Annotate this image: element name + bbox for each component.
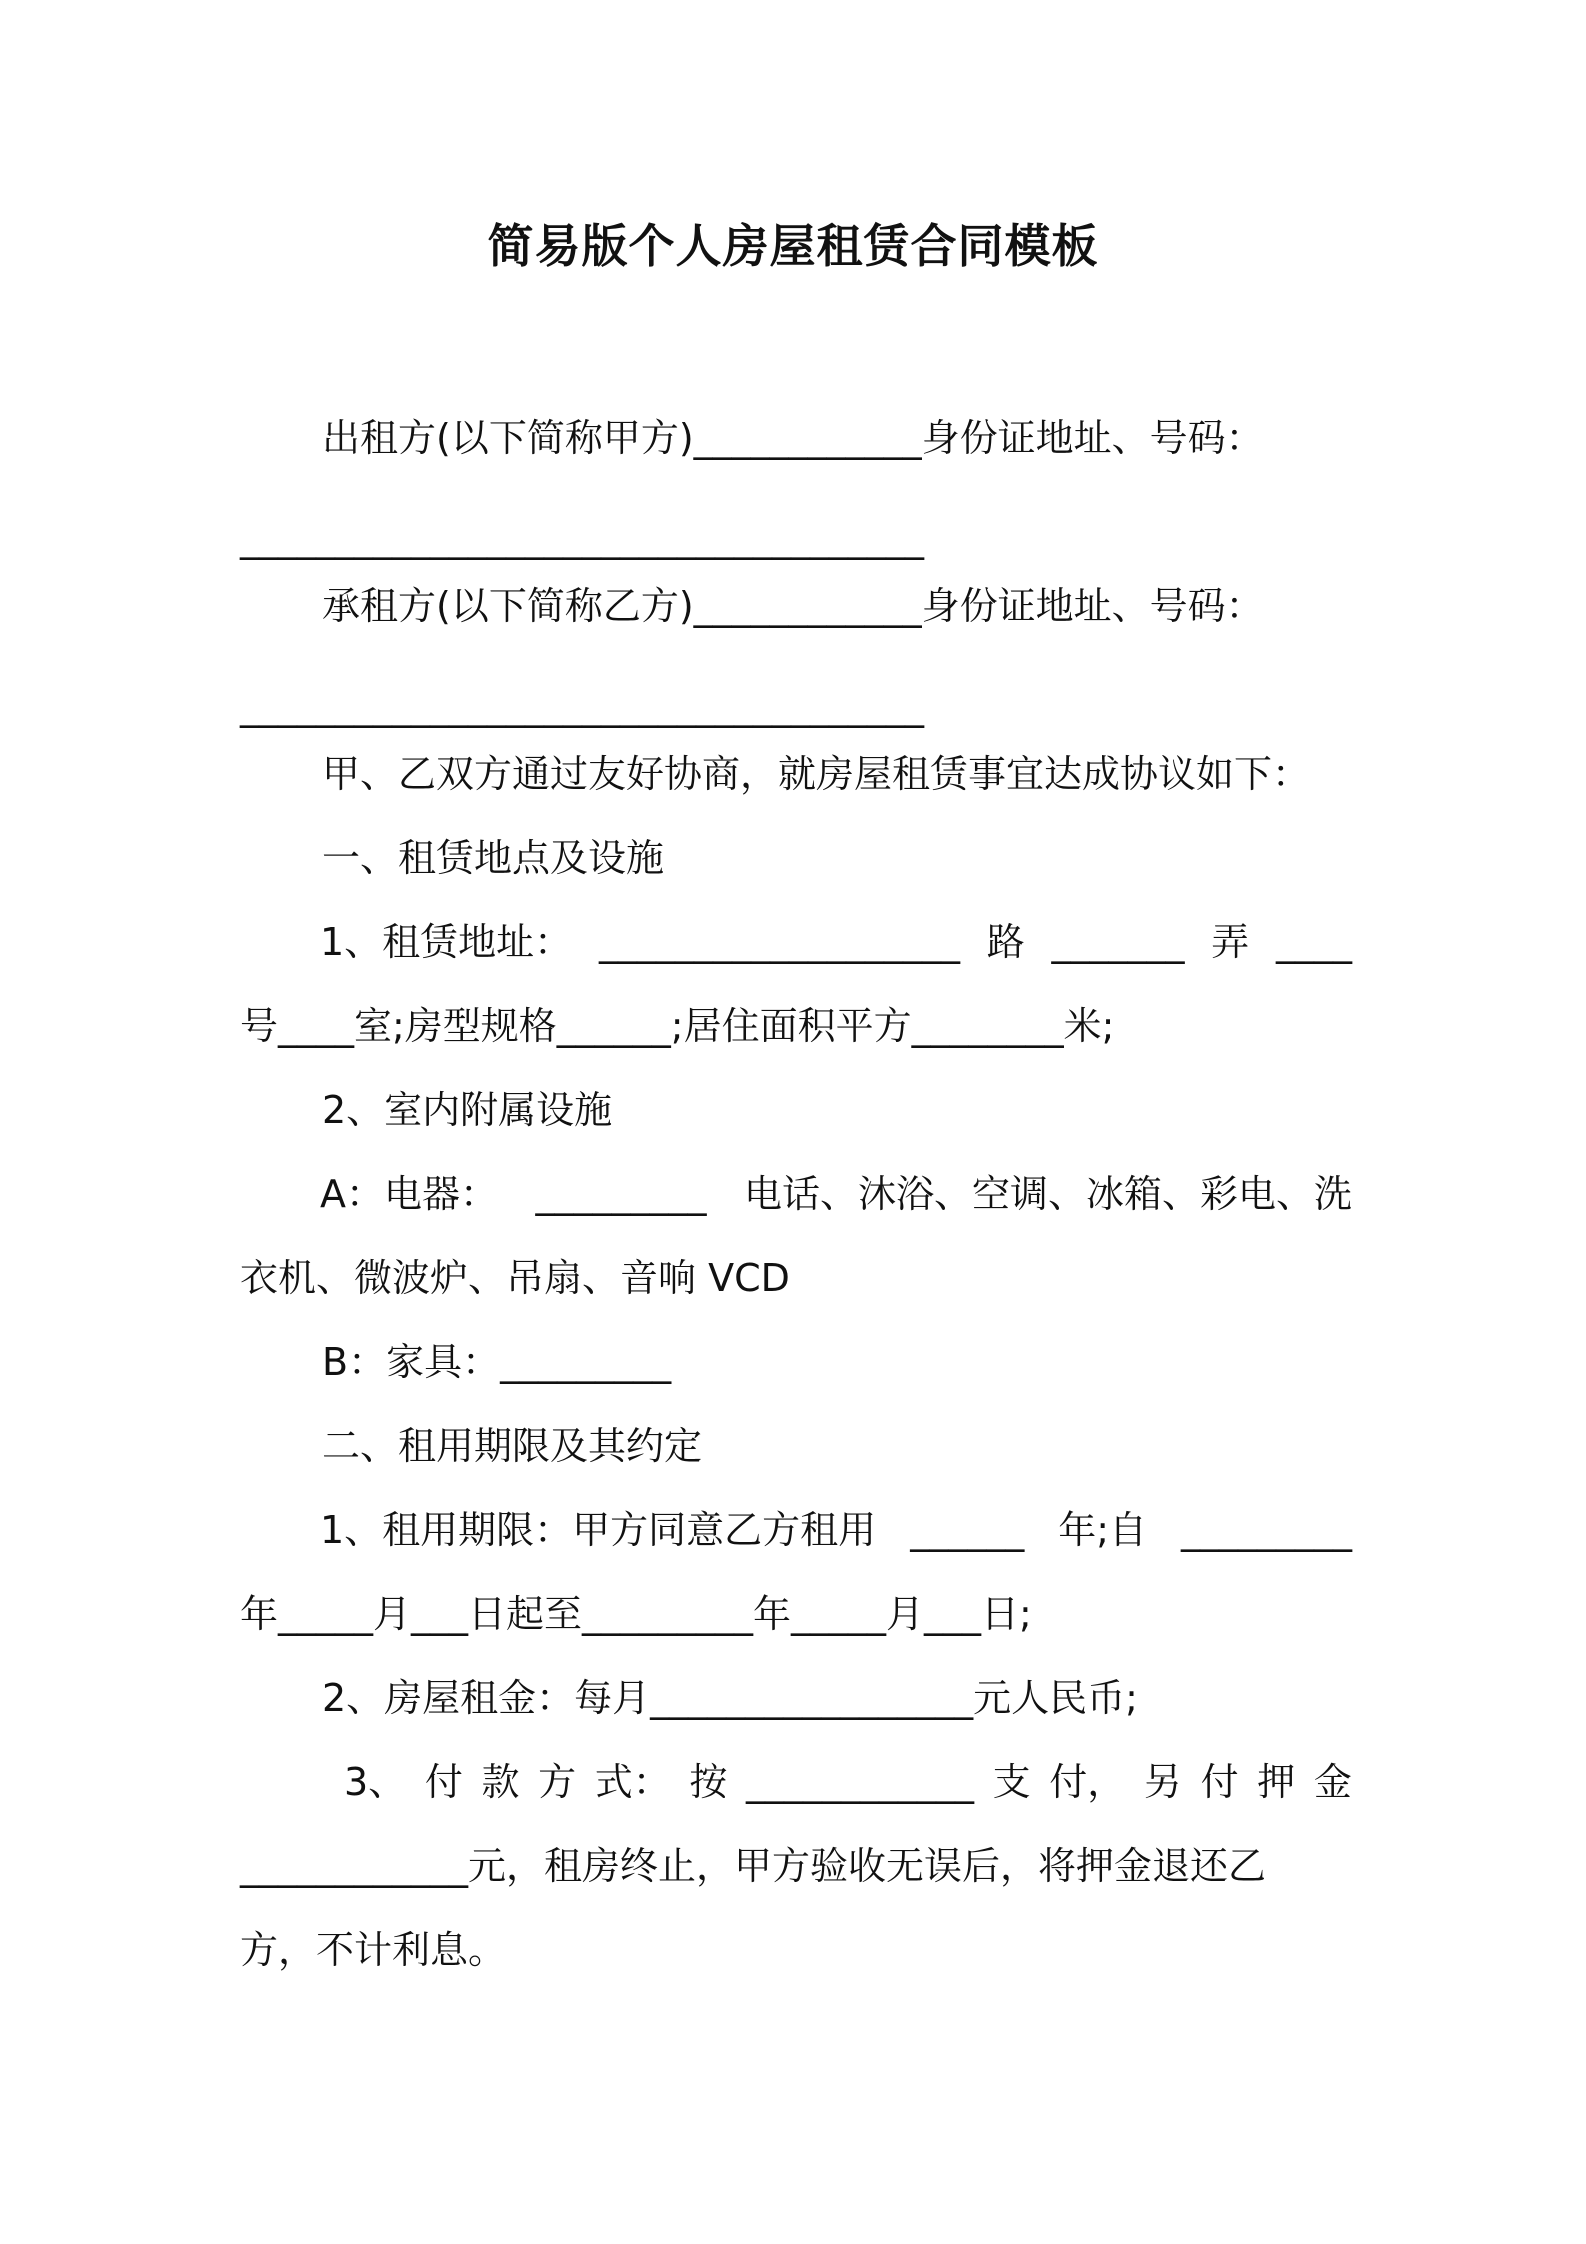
item-2-1-part: 1、租用期限：甲方同意乙方租用: [320, 1508, 877, 1552]
item-2-3-continuation: ____________元，租房终止，甲方验收无误后，将押金退还乙: [240, 1844, 1267, 1888]
item-2-3-ending: 方，不计利息。: [240, 1928, 507, 1972]
item-a-continuation: 衣机、微波炉、吊扇、音响 VCD: [240, 1256, 790, 1300]
item-a-part: A：电器：: [320, 1172, 498, 1216]
section-1-heading: 一、租赁地点及设施: [322, 836, 665, 880]
item-a-part: _________: [535, 1172, 707, 1216]
item-2-1-part: _________: [1181, 1508, 1352, 1552]
intro-paragraph: 甲、乙双方通过友好协商，就房屋租赁事宜达成协议如下：: [322, 752, 1311, 796]
item-2-1-continuation: 年_____月___日起至_________年_____月___日;: [240, 1592, 1032, 1636]
item-2-3-part: 另: [1143, 1760, 1182, 1804]
item-b-line: B：家具：_________: [322, 1340, 672, 1384]
item-2-1-part: ______: [910, 1508, 1025, 1552]
item-2-3-part: 3、: [344, 1760, 407, 1804]
lessor-blank-line: ____________________________________: [240, 516, 924, 560]
item-2-3-part: ____________: [746, 1760, 975, 1804]
item-a-line: [320, 1166, 1352, 1222]
item-1-1-part: ___________________: [598, 920, 960, 964]
item-2-3-part: 押: [1257, 1760, 1296, 1804]
item-2-3-part: 付，: [1049, 1760, 1126, 1804]
item-2-1-part: 年;自: [1058, 1508, 1147, 1552]
item-2-3-part: 款: [481, 1760, 520, 1804]
item-1-1-part: 路: [986, 920, 1025, 964]
item-2-3-part: 付: [1200, 1760, 1239, 1804]
item-a-part: 电话、沐浴、空调、冰箱、彩电、洗: [743, 1172, 1352, 1216]
item-1-1-line: [320, 914, 1352, 970]
item-1-2-line: 2、室内附属设施: [322, 1088, 613, 1132]
item-2-3-part: 方: [538, 1760, 577, 1804]
document-title: 简易版个人房屋租赁合同模板: [487, 219, 1099, 273]
item-2-3-line: [344, 1754, 1352, 1810]
item-2-1-line: [320, 1502, 1352, 1558]
item-1-1-part: 1、租赁地址：: [320, 920, 573, 964]
item-2-3-part: 支: [992, 1760, 1031, 1804]
section-2-heading: 二、租用期限及其约定: [322, 1424, 703, 1468]
item-2-2-line: 2、房屋租金：每月_________________元人民币;: [322, 1676, 1138, 1720]
item-1-1-part: _______: [1051, 920, 1185, 964]
item-1-1-continuation: 号____室;房型规格______;居住面积平方________米;: [240, 1004, 1115, 1048]
lessee-blank-line: ____________________________________: [240, 684, 924, 728]
item-2-3-part: 付: [424, 1760, 463, 1804]
item-2-3-part: 按: [689, 1760, 728, 1804]
item-2-3-part: 金: [1313, 1760, 1352, 1804]
lessee-line: 承租方(以下简称乙方)____________身份证地址、号码：: [322, 584, 1264, 628]
lessor-line: 出租方(以下简称甲方)____________身份证地址、号码：: [322, 416, 1264, 460]
item-1-1-part: ____: [1275, 920, 1352, 964]
item-2-3-part: 式：: [594, 1760, 671, 1804]
item-1-1-part: 弄: [1211, 920, 1250, 964]
